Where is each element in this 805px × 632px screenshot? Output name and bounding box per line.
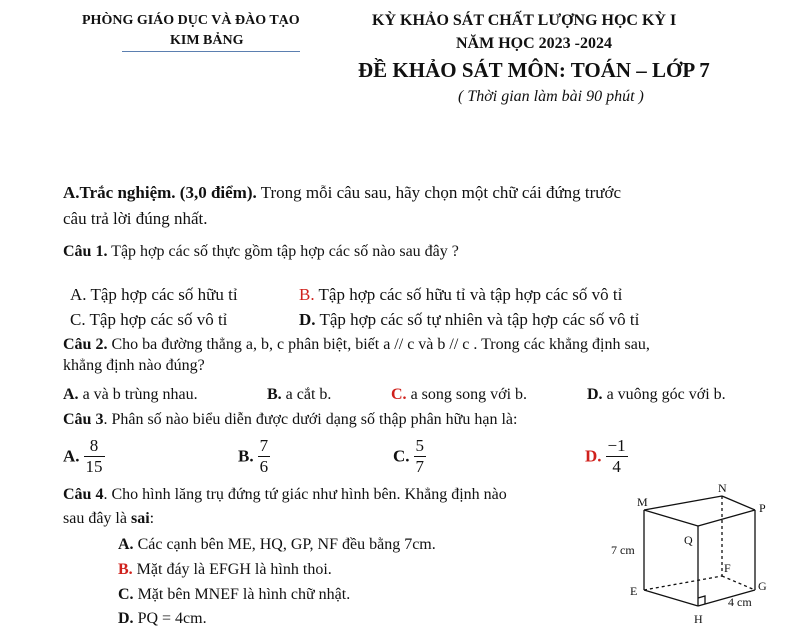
q3-option-d-letter: D. — [585, 446, 602, 466]
vertex-f: F — [724, 561, 731, 575]
q2-option-c-letter: C. — [391, 386, 407, 403]
question-2 — [63, 336, 650, 354]
question-4-text-line2 — [63, 510, 154, 528]
q1-option-d-letter: D. — [299, 310, 316, 329]
q1-option-c-text: Tập hợp các số vô tỉ — [85, 310, 228, 329]
q3-option-c[interactable] — [393, 436, 426, 477]
q3-option-c-numerator: 5 — [415, 436, 425, 455]
q2-option-a-text: a và b trùng nhau. — [78, 386, 198, 403]
question-2-text-line2: khẳng định nào đúng? — [63, 357, 205, 374]
question-1-label: Câu 1. — [63, 243, 108, 260]
subject-title: ĐỀ KHẢO SÁT MÔN: TOÁN – LỚP 7 — [358, 58, 710, 82]
question-4-text-plain: sau đây là — [63, 510, 131, 527]
q4-option-b-text: Mặt đáy là EFGH là hình thoi. — [132, 561, 332, 578]
edge-ef — [644, 576, 722, 590]
header-divider — [122, 51, 300, 52]
prism-figure — [610, 482, 800, 628]
label-base-length: 4 cm — [728, 595, 752, 609]
q2-option-d-text: a vuông góc với b. — [602, 386, 726, 403]
q3-option-b-fraction — [258, 436, 271, 477]
q3-option-a-denominator: 15 — [85, 457, 103, 476]
q1-option-c[interactable] — [70, 310, 227, 330]
question-3-text: . Phân số nào biểu diễn được dưới dạng số thập phân hữu hạn là: — [103, 411, 518, 428]
vertex-q: Q — [684, 533, 693, 547]
q4-option-c-letter: C. — [118, 586, 134, 603]
question-2-label: Câu 2. — [63, 336, 108, 353]
edge-pq — [698, 510, 755, 526]
q2-option-c-text: a song song với b. — [406, 386, 528, 403]
q4-option-b-letter: B. — [118, 561, 133, 578]
question-4-text: . Cho hình lăng trụ đứng tứ giác như hình bên. Khẳng định nào — [103, 486, 507, 503]
section-a-instruction-line2: câu trả lời đúng nhất. — [63, 209, 208, 228]
question-4-text-emphasis: sai — [130, 510, 150, 527]
q2-option-c[interactable] — [391, 386, 527, 404]
q4-option-a-text: Các cạnh bên ME, HQ, GP, NF đều bằng 7cm. — [133, 536, 436, 553]
q3-option-b-denominator: 6 — [259, 457, 269, 476]
q3-option-c-letter: C. — [393, 446, 410, 466]
q1-option-a-text: Tập hợp các số hữu tỉ — [86, 285, 238, 304]
question-3-label: Câu 3 — [63, 411, 104, 428]
q3-option-c-denominator: 7 — [415, 457, 425, 476]
edge-eh — [644, 590, 698, 606]
vertex-p: P — [759, 501, 766, 515]
q4-option-d-letter: D. — [118, 610, 134, 627]
q3-option-b-numerator: 7 — [259, 436, 269, 455]
edge-fg — [722, 576, 755, 590]
q1-option-a[interactable] — [70, 285, 238, 305]
question-4 — [63, 486, 507, 504]
q1-option-b-letter: B. — [299, 285, 315, 304]
question-2-text: Cho ba đường thẳng a, b, c phân biệt, biết a // c và b // c . Trong các khẳng định sau, — [107, 336, 650, 353]
q3-option-b-letter: B. — [238, 446, 254, 466]
question-4-text-end: : — [149, 510, 155, 527]
q2-option-d-letter: D. — [587, 386, 603, 403]
q2-option-a-letter: A. — [63, 386, 79, 403]
q3-option-d[interactable] — [585, 436, 628, 477]
section-a-title: A.Trắc nghiệm. (3,0 điểm). — [63, 183, 257, 202]
exam-title: KỲ KHẢO SÁT CHẤT LƯỢNG HỌC KỲ I — [372, 12, 677, 29]
q2-option-a[interactable] — [63, 386, 198, 404]
right-angle-mark — [698, 596, 705, 604]
time-note: ( Thời gian làm bài 90 phút ) — [458, 88, 644, 105]
q1-option-b-text: Tập hợp các số hữu tỉ và tập hợp các số vô tỉ — [314, 285, 623, 304]
question-3 — [63, 411, 517, 429]
section-a-heading — [63, 183, 621, 203]
q3-option-d-denominator: 4 — [612, 457, 621, 476]
q1-option-d[interactable] — [299, 310, 639, 330]
q1-option-a-letter: A. — [70, 285, 87, 304]
vertex-h: H — [694, 612, 703, 626]
question-1-text: Tập hợp các số thực gồm tập hợp các số nào sau đây ? — [107, 243, 459, 260]
q4-option-d[interactable] — [118, 610, 207, 628]
district-name: KIM BẢNG — [170, 33, 244, 48]
q3-option-a-fraction — [84, 436, 105, 477]
q1-option-b[interactable] — [299, 285, 622, 305]
department-name: PHÒNG GIÁO DỤC VÀ ĐÀO TẠO — [82, 13, 300, 28]
vertex-n: N — [718, 482, 727, 495]
q3-option-d-numerator: −1 — [607, 436, 626, 455]
q1-option-d-text: Tập hợp các số tự nhiên và tập hợp các số vô tỉ — [315, 310, 640, 329]
edge-mn — [644, 496, 722, 510]
q4-option-c-text: Mặt bên MNEF là hình chữ nhật. — [133, 586, 351, 603]
vertex-e: E — [630, 584, 638, 598]
q3-option-b[interactable] — [238, 436, 270, 477]
q3-option-d-fraction — [606, 436, 628, 477]
section-a-instruction: Trong mỗi câu sau, hãy chọn một chữ cái đứng trước — [256, 183, 622, 202]
question-1 — [63, 243, 459, 261]
q4-option-d-text: PQ = 4cm. — [133, 610, 207, 627]
q1-option-c-letter: C. — [70, 310, 86, 329]
edge-qm — [644, 510, 698, 526]
q4-option-a[interactable] — [118, 536, 436, 554]
q3-option-a[interactable] — [63, 436, 105, 477]
q2-option-b[interactable] — [267, 386, 331, 404]
q2-option-b-text: a cắt b. — [281, 386, 332, 403]
q2-option-b-letter: B. — [267, 386, 282, 403]
school-year: NĂM HỌC 2023 -2024 — [456, 35, 612, 52]
q4-option-a-letter: A. — [118, 536, 134, 553]
q3-option-a-numerator: 8 — [84, 436, 105, 457]
label-side-length: 7 cm — [611, 543, 635, 557]
vertex-g: G — [758, 579, 767, 593]
edge-np — [722, 496, 755, 510]
q2-option-d[interactable] — [587, 386, 726, 404]
question-4-label: Câu 4 — [63, 486, 104, 503]
q4-option-b[interactable] — [118, 561, 332, 579]
q3-option-a-letter: A. — [63, 446, 80, 466]
vertex-m: M — [637, 495, 648, 509]
q3-option-c-fraction — [414, 436, 427, 477]
q4-option-c[interactable] — [118, 586, 350, 604]
